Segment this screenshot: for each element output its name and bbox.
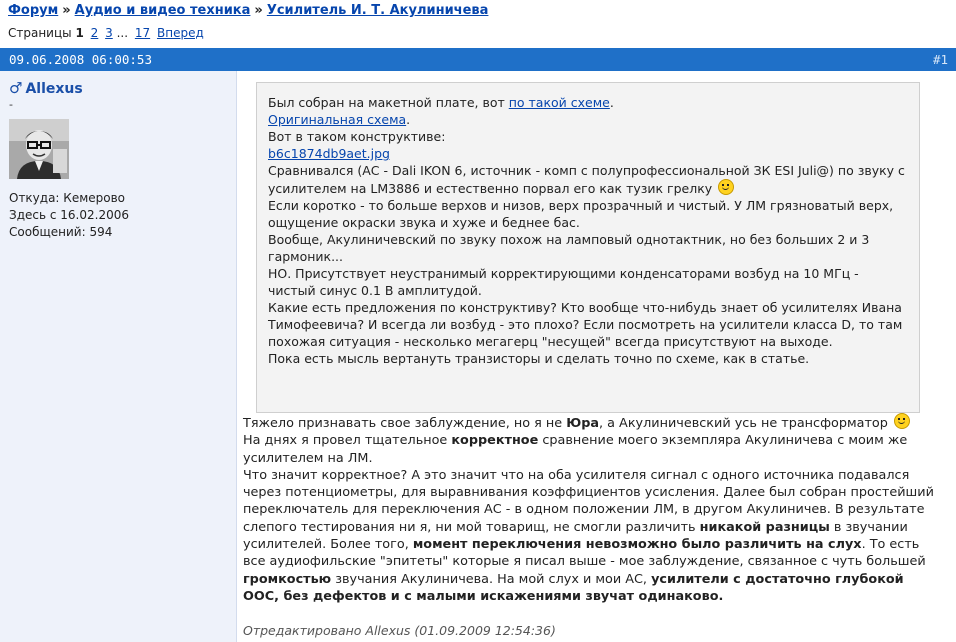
pagination-ellipsis: ... [116, 26, 129, 40]
body-bold: момент переключения невозможно было различить на слух [412, 537, 862, 553]
page-2-link[interactable]: 2 [90, 26, 99, 40]
body-bold: громкостью [243, 571, 332, 587]
author-info [9, 190, 129, 241]
quote-block [256, 82, 920, 413]
body-text: , а Акулиничевский усь не трансформатор [599, 416, 888, 431]
scheme-link[interactable]: по такой схеме [508, 95, 610, 110]
breadcrumb-separator: » [254, 3, 263, 18]
edited-note: Отредактировано Allexus (01.09.2009 12:54:36) [243, 623, 556, 638]
quote-line [268, 145, 907, 162]
body-text: звучания Акулиничева. На мой слух и мои АС, [331, 571, 652, 587]
post-date: 09.06.2008 06:00:53 [9, 52, 152, 67]
body-text: Тяжело признавать свое заблуждение, но я не [243, 416, 567, 431]
author-registered: Здесь с 16.02.2006 [9, 208, 129, 222]
quote-paragraph: Пока есть мысль вертануть транзисторы и сделать точно по схеме, как в статье. [268, 351, 810, 366]
quote-text: . [406, 112, 411, 127]
body-text: На днях я провел тщательное [243, 433, 452, 449]
body-text: в звучании усилителей. Более того, [243, 519, 908, 553]
smiley-icon [718, 179, 734, 195]
breadcrumb-separator: » [62, 3, 71, 18]
body-bold: Юра [566, 416, 600, 431]
body-text: Что значит корректное? А это значит что на оба усилителя сигнал с одного источника подавался через потенциометры, для выравнивания коэффициентов усисления. Далее был собран простейший переключатель для переключения АС - в одном положении ЛМ, в другом Акулиничев. В результате слепого тестирования ни я, ни мой товарищ, не смогли различить [243, 467, 934, 535]
body-bold: усилители с достаточно глубокой ООС, без дефектов и с малыми искажениями звучат одинаково. [243, 571, 904, 604]
quote-text: Был собран на макетной плате, вот [268, 95, 509, 110]
image-link[interactable]: b6c1874db9aet.jpg [268, 146, 390, 161]
avatar [9, 119, 69, 179]
quote-paragraph: Вообще, Акулиничевский по звуку похож на ламповый однотактник, но без больших 2 и 3 гармоник... [268, 232, 870, 264]
quote-paragraph: Если коротко - то больше верхов и низов, верх прозрачный и чистый. У ЛМ грязноватый верх, ощущение окраски звука и хуже и беднее бас. [268, 198, 894, 230]
quote-paragraph: Какие есть предложения по конструктиву? Кто вообще что-нибудь знает об усилителях Ивана Тимофеевича? И всегда ли возбуд - это плохо? Если посмотреть на усилители класса D, то там похожая ситуация - несколько мегагерц "несущей" всегда присутствуют на выходе. [268, 300, 903, 349]
page-3-link[interactable]: 3 [105, 26, 113, 40]
author-sidebar [0, 71, 237, 642]
quote-line [268, 111, 907, 128]
breadcrumb-section-link[interactable]: Аудио и видео техника [74, 3, 251, 18]
quote-paragraph: НО. Присутствует неустранимый корректирующими конденсаторами возбуд на 10 МГц - чистый синус 0.1 В амплитудой. [268, 266, 859, 298]
next-page-link[interactable]: Вперед [156, 26, 204, 40]
body-paragraph [243, 467, 943, 605]
quote-text: Сравнивался (АС - Dali IKON 6, источник - комп с полупрофессиональной ЗК ESI Juli@) по звуку с усилителем на LM3886 и естественно порвал его как тузик грелку [268, 163, 905, 196]
page-last-link[interactable]: 17 [134, 26, 151, 40]
pagination-label: Страницы [8, 26, 72, 40]
body-paragraph [243, 432, 943, 467]
post-permalink[interactable]: #1 [932, 52, 948, 67]
body-bold: никакой разницы [699, 519, 830, 535]
post-body [243, 413, 943, 605]
post-header [0, 48, 956, 71]
body-paragraph [243, 413, 943, 432]
pagination [8, 26, 204, 40]
body-bold: корректное [451, 433, 539, 449]
breadcrumb [8, 3, 488, 18]
body-text: сравнение моего экземпляра Акулиничева с моим же усилителем на ЛМ. [243, 433, 908, 466]
body-text: . То есть все аудиофильские "эпитеты" которые я писал выше - мое заблуждение, связанное с чуть большей [243, 537, 926, 570]
smiley-icon [894, 413, 910, 429]
breadcrumb-forum-link[interactable]: Форум [8, 3, 59, 18]
quote-paragraph [268, 162, 907, 197]
original-scheme-link[interactable]: Оригинальная схема [268, 112, 407, 127]
quote-text: . [609, 95, 614, 110]
author-rank: - [9, 98, 13, 111]
author-name-link[interactable]: Allexus [25, 81, 83, 97]
breadcrumb-topic-link[interactable]: Усилитель И. Т. Акулиничева [266, 3, 489, 18]
author-location: Откуда: Кемерово [9, 191, 126, 205]
quote-line: Вот в таком конструктиве: [268, 129, 446, 144]
male-icon: ♂ [9, 79, 23, 97]
quote-line [268, 94, 907, 111]
author-name [9, 79, 83, 97]
current-page: 1 [75, 26, 84, 40]
author-message-count: Сообщений: 594 [9, 225, 113, 239]
